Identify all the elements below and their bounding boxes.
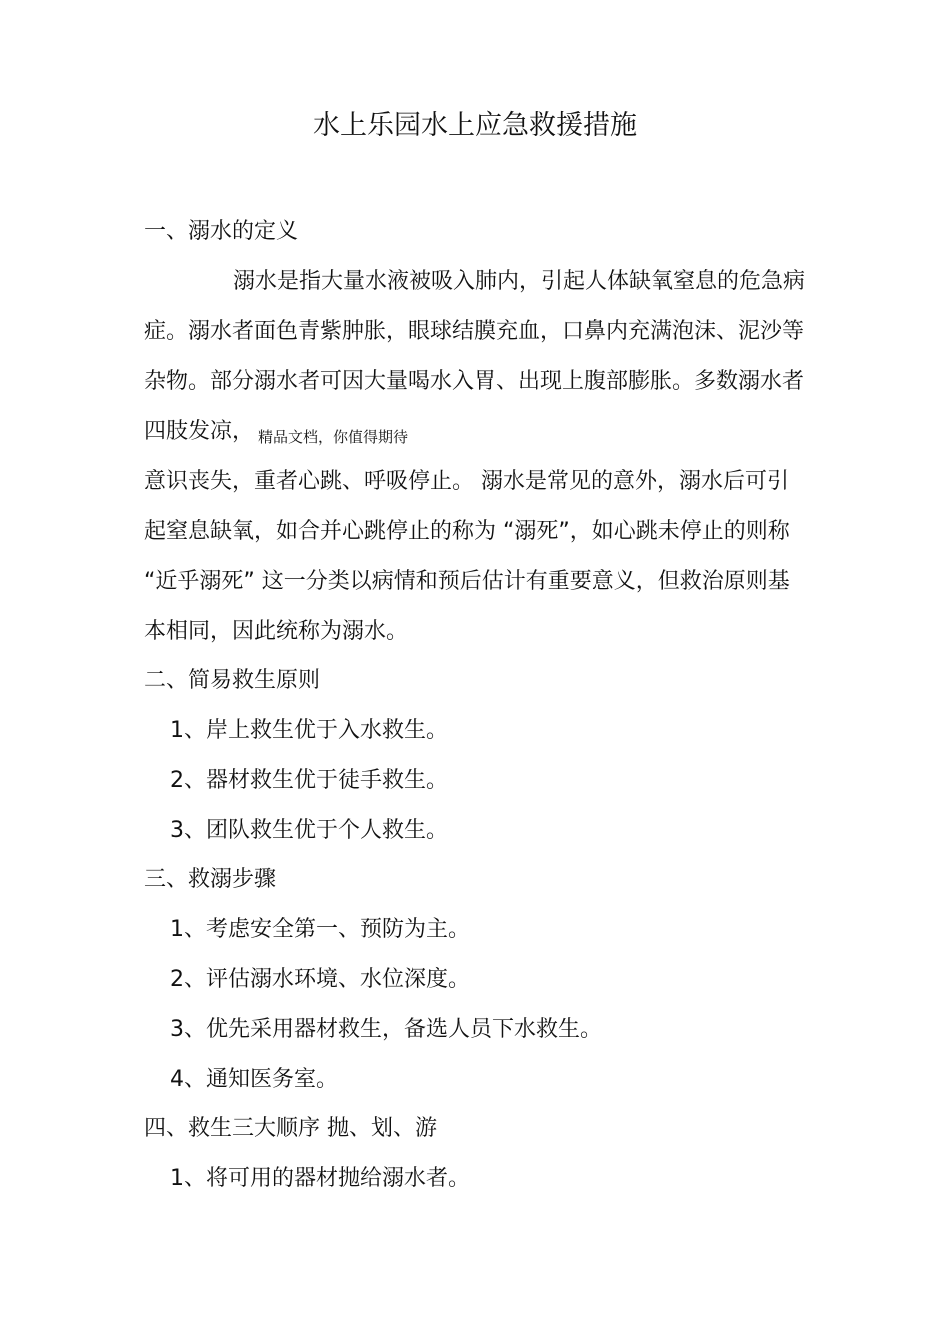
list-item: 4、通知医务室。 [170, 1067, 338, 1092]
list-item: 1、考虑安全第一、预防为主。 [170, 917, 470, 942]
paragraph-line: 症。溺水者面色青紫肿胀，眼球结膜充血，口鼻内充满泡沫、泥沙等 [144, 319, 805, 344]
paragraph-line: 意识丧失，重者心跳、呼吸停止。 溺水是常见的意外，溺水后可引 [144, 469, 789, 494]
document-title: 水上乐园水上应急救援措施 [313, 110, 637, 141]
paragraph-line: 溺水是指大量水液被吸入肺内，引起人体缺氧窒息的危急病 [233, 269, 806, 294]
list-item: 1、将可用的器材抛给溺水者。 [170, 1166, 470, 1191]
paragraph-line: 本相同，因此统称为溺水。 [144, 619, 409, 644]
list-item: 1、岸上救生优于入水救生。 [170, 718, 448, 743]
paragraph-line: “近乎溺死” 这一分类以病情和预后估计有重要意义，但救治原则基 [144, 569, 790, 594]
section-heading-principles: 二、简易救生原则 [144, 668, 321, 693]
list-item: 3、团队救生优于个人救生。 [170, 818, 448, 843]
section-heading-steps: 三、救溺步骤 [144, 867, 277, 892]
watermark-note: 精品文档，你值得期待 [258, 428, 409, 446]
section-heading-order: 四、救生三大顺序 抛、划、游 [144, 1116, 437, 1141]
paragraph-line: 杂物。部分溺水者可因大量喝水入胃、出现上腹部膨胀。多数溺水者 [144, 369, 805, 394]
paragraph-line-with-note [144, 416, 408, 453]
list-item: 2、器材救生优于徒手救生。 [170, 768, 448, 793]
paragraph-line: 四肢发凉， [144, 419, 255, 444]
section-heading-definition: 一、溺水的定义 [144, 219, 299, 244]
paragraph-line: 起窒息缺氧，如合并心跳停止的称为 “溺死”，如心跳未停止的则称 [144, 519, 790, 544]
list-item: 3、优先采用器材救生，备选人员下水救生。 [170, 1017, 602, 1042]
list-item: 2、评估溺水环境、水位深度。 [170, 967, 470, 992]
